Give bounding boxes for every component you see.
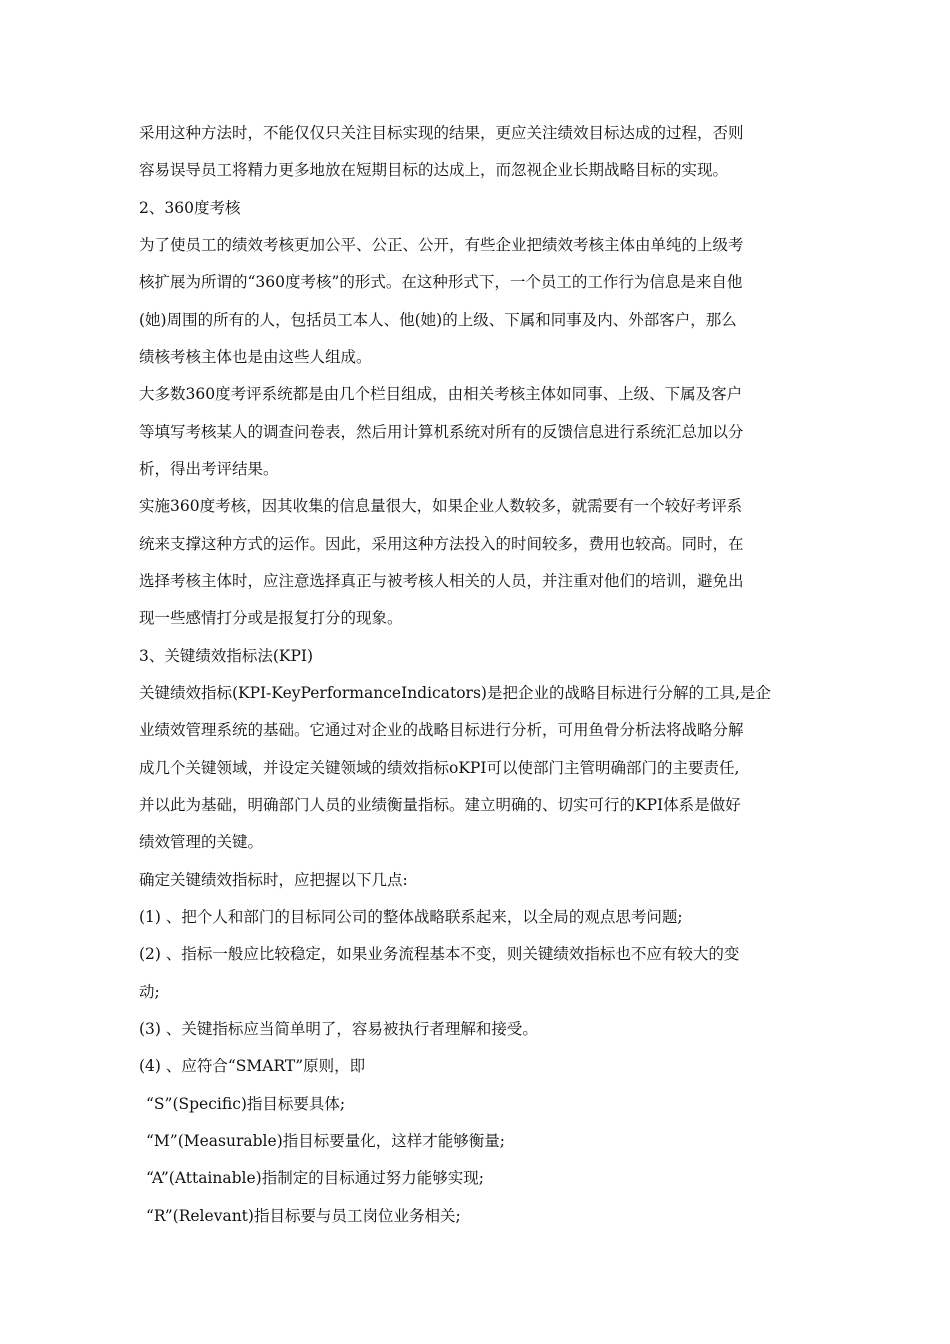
paragraph-line: 采用这种方法时，不能仅仅只关注目标实现的结果，更应关注绩效目标达成的过程，否则: [139, 124, 744, 142]
paragraph-line: (她)周围的所有的人，包括员工本人、他(她)的上级、下属和同事及内、外部客户，那么: [139, 311, 737, 329]
paragraph-line: 大多数360度考评系统都是由几个栏目组成，由相关考核主体如同事、上级、下属及客户: [139, 385, 743, 403]
list-item: (1) 、把个人和部门的目标同公司的整体战略联系起来，以全局的观点思考问题;: [139, 908, 683, 926]
smart-item: “R”(Relevant)指目标要与员工岗位业务相关;: [146, 1207, 461, 1225]
paragraph-line: 核扩展为所谓的“360度考核”的形式。在这种形式下，一个员工的工作行为信息是来自他: [139, 273, 743, 291]
smart-item: “M”(Measurable)指目标要量化，这样才能够衡量;: [146, 1132, 505, 1150]
list-item: (4) 、应符合“SMART”原则，即: [139, 1057, 366, 1075]
smart-item: “A”(Attainable)指制定的目标通过努力能够实现;: [146, 1169, 484, 1187]
paragraph-line: 统来支撑这种方式的运作。因此，采用这种方法投入的时间较多，费用也较高。同时，在: [139, 535, 744, 553]
paragraph-line: 业绩效管理系统的基础。它通过对企业的战略目标进行分析，可用鱼骨分析法将战略分解: [139, 721, 744, 739]
section-heading-360: 2、360度考核: [139, 199, 241, 217]
paragraph-line: 关键绩效指标(KPI-KeyPerformanceIndicators)是把企业的战略目标进行分解的工具,是企: [139, 684, 771, 702]
paragraph-line: 为了使员工的绩效考核更加公平、公正、公开，有些企业把绩效考核主体由单纯的上级考: [139, 236, 744, 254]
paragraph-line: 成几个关键领域，并设定关键领域的绩效指标oKPI可以使部门主管明确部门的主要责任,: [139, 759, 740, 777]
paragraph-line: 现一些感情打分或是报复打分的现象。: [139, 609, 403, 627]
list-item: (2) 、指标一般应比较稳定，如果业务流程基本不变，则关键绩效指标也不应有较大的变: [139, 945, 740, 963]
paragraph-line: 等填写考核某人的调查问卷表，然后用计算机系统对所有的反馈信息进行系统汇总加以分: [139, 423, 744, 441]
paragraph-line: 析，得出考评结果。: [139, 460, 279, 478]
list-item-continuation: 动;: [139, 983, 160, 1001]
paragraph-line: 绩核考核主体也是由这些人组成。: [139, 348, 372, 366]
section-heading-kpi: 3、关键绩效指标法(KPI): [139, 647, 314, 665]
paragraph-line: 容易误导员工将精力更多地放在短期目标的达成上，而忽视企业长期战略目标的实现。: [139, 161, 729, 179]
smart-item: “S”(Specific)指目标要具体;: [146, 1095, 346, 1113]
paragraph-line: 确定关键绩效指标时，应把握以下几点:: [139, 871, 408, 889]
list-item: (3) 、关键指标应当简单明了，容易被执行者理解和接受。: [139, 1020, 538, 1038]
paragraph-line: 并以此为基础，明确部门人员的业绩衡量指标。建立明确的、切实可行的KPI体系是做好: [139, 796, 741, 814]
paragraph-line: 实施360度考核，因其收集的信息量很大，如果企业人数较多，就需要有一个较好考评系: [139, 497, 743, 515]
paragraph-line: 选择考核主体时，应注意选择真正与被考核人相关的人员，并注重对他们的培训，避免出: [139, 572, 744, 590]
paragraph-line: 绩效管理的关键。: [139, 833, 264, 851]
